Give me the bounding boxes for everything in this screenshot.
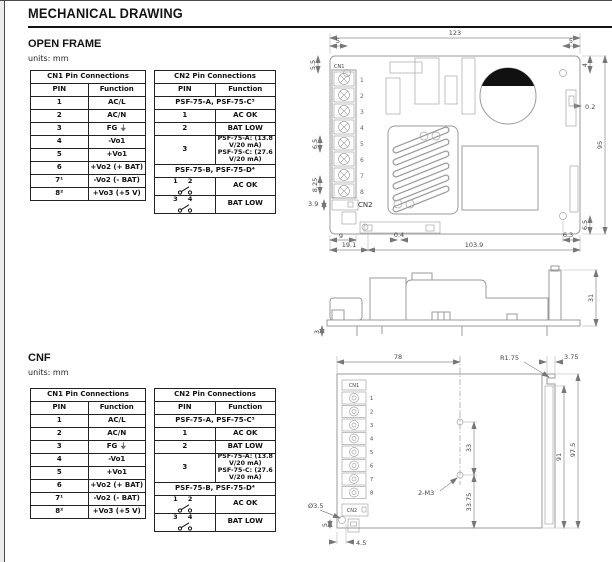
table-row [155, 195, 276, 213]
dim-height-97-5: 97.5 [569, 442, 577, 458]
table-row [155, 513, 276, 531]
svg-text:3: 3 [370, 423, 374, 429]
cn1-terminal-block [332, 70, 364, 198]
pin-cell: 8² [31, 506, 89, 519]
pin-cell: 1 [31, 97, 89, 110]
svg-text:4: 4 [360, 125, 364, 132]
heatsink [388, 126, 458, 214]
col-header-pin: PIN [31, 402, 89, 415]
pin-cell: 2 [155, 441, 216, 454]
cnf-units: units: mm [28, 368, 69, 377]
cnf-front-view-drawing [302, 350, 612, 560]
svg-text:6: 6 [360, 157, 364, 164]
table-row [31, 480, 146, 493]
pin-cell: 1 [31, 415, 89, 428]
table-row [31, 415, 146, 428]
function-cell: +Vo1 [88, 149, 146, 162]
switch-contact-icon [176, 203, 194, 213]
table-title: CN1 Pin Connections [31, 389, 146, 402]
table-row [31, 454, 146, 467]
table-row [155, 136, 276, 165]
table-row [155, 123, 276, 136]
col-header-function: Function [88, 402, 146, 415]
function-cell: BAT LOW [215, 441, 276, 454]
svg-text:6: 6 [370, 463, 374, 470]
function-cell: +Vo1 [88, 467, 146, 480]
function-cell: BAT LOW [215, 123, 276, 136]
cn2-pin-table-open-frame [154, 70, 276, 214]
pin-cell: 3 [155, 136, 216, 165]
dim-33: 33 [465, 443, 473, 453]
contact-pins: 3 4 [173, 194, 197, 203]
dim-height-91: 91 [555, 452, 563, 462]
function-cell: AC/N [88, 110, 146, 123]
svg-text:4: 4 [370, 436, 374, 443]
cn1-pin-table-open-frame [30, 70, 146, 201]
cn1-label: CN1 [348, 383, 360, 389]
svg-text:5: 5 [370, 450, 374, 456]
function-cell [215, 454, 276, 483]
dim-corner-4-5: 4.5 [356, 539, 367, 547]
cn2-pin-table-cnf [154, 388, 276, 532]
svg-text:2: 2 [370, 409, 374, 416]
open-frame-side-view-drawing [312, 256, 612, 356]
pin-cell: 6 [31, 162, 89, 175]
pin-cell: 7¹ [31, 175, 89, 188]
dim-pitch-a: 6.5 [311, 138, 319, 150]
function-cell: +Vo2 (+ BAT) [88, 162, 146, 175]
table-row [31, 188, 146, 201]
hole-callout: 2-M3 [418, 489, 435, 497]
dim-6-3: 6.3 [562, 231, 574, 239]
function-cell: BAT LOW [215, 513, 276, 531]
pin-cell: 1 [155, 428, 216, 441]
table-row [31, 506, 146, 519]
dim-corner-right: 4 [581, 62, 589, 68]
dim-hole-dia: Ø3.5 [308, 502, 324, 510]
model-group-header: PSF-75-A, PSF-75-C³ [155, 415, 276, 428]
dim-edge-gap: 0.2 [585, 103, 596, 111]
page-title: MECHANICAL DRAWING [28, 6, 183, 21]
function-cell: BAT LOW [215, 195, 276, 213]
switch-contact-icon [176, 503, 194, 513]
table-row [31, 149, 146, 162]
switch-contact-icon [176, 521, 194, 531]
dim-33-75: 33.75 [465, 492, 473, 512]
relay-contact-cell [155, 513, 216, 531]
page-border-left [4, 0, 5, 562]
function-cell: AC/L [88, 97, 146, 110]
table-title: CN2 Pin Connections [155, 71, 276, 84]
function-line-1: PSF-75-A: (13.8 V/20 mA) [217, 135, 273, 149]
pin-cell: 6 [31, 480, 89, 493]
cn2-label: CN2 [358, 201, 373, 209]
model-group-header: PSF-75-B, PSF-75-D⁴ [155, 164, 276, 177]
cn2-connector [332, 200, 358, 210]
col-header-pin: PIN [155, 84, 216, 97]
function-cell: AC OK [215, 177, 276, 195]
function-cell: FG ⏚ [88, 123, 146, 136]
svg-text:1: 1 [360, 77, 364, 84]
svg-text:7: 7 [360, 173, 364, 180]
switch-contact-icon [176, 185, 194, 195]
dim-103-9: 103.9 [464, 241, 484, 249]
contact-pins: 1 2 [173, 494, 197, 503]
table-row [31, 175, 146, 188]
function-cell: AC/N [88, 428, 146, 441]
function-cell: -Vo2 (- BAT) [88, 175, 146, 188]
dim-corner-5: 5 [321, 522, 329, 528]
cn1-pin-table-cnf [30, 388, 146, 519]
function-cell: AC/L [88, 415, 146, 428]
svg-text:2: 2 [360, 93, 364, 100]
cn1-label: CN1 [334, 64, 345, 70]
cn1-terminal-block [342, 392, 373, 499]
mounting-hole [560, 213, 567, 220]
dim-total-width: 123 [448, 29, 462, 37]
pin-cell: 3 [31, 441, 89, 454]
function-line-1: PSF-75-A: (13.8 V/20 mA) [217, 453, 273, 467]
dim-width-78: 78 [393, 353, 403, 361]
capacitor [480, 68, 536, 124]
contact-pins: 3 4 [173, 512, 197, 521]
table-row [155, 495, 276, 513]
function-cell: -Vo1 [88, 136, 146, 149]
dim-inset-right: 5 [568, 37, 574, 45]
dim-inset-left: 5 [335, 37, 341, 45]
function-cell: +Vo2 (+ BAT) [88, 480, 146, 493]
svg-text:8: 8 [360, 189, 364, 196]
model-group-header: PSF-75-A, PSF-75-C³ [155, 97, 276, 110]
mounting-hole [344, 70, 351, 77]
function-cell: AC OK [215, 110, 276, 123]
col-header-function: Function [215, 84, 276, 97]
pin-cell: 3 [155, 454, 216, 483]
dim-9: 9 [338, 232, 344, 240]
svg-text:5: 5 [360, 141, 364, 148]
table-row [155, 110, 276, 123]
table-row [31, 162, 146, 175]
function-cell: -Vo2 (- BAT) [88, 493, 146, 506]
table-row [31, 136, 146, 149]
pin-cell: 5 [31, 149, 89, 162]
svg-text:7: 7 [370, 477, 374, 483]
side-profile [327, 266, 580, 336]
table-row [155, 428, 276, 441]
table-title: CN2 Pin Connections [155, 389, 276, 402]
relay-contact-cell [155, 495, 216, 513]
dim-cn2-offset: 3.9 [308, 200, 319, 208]
col-header-pin: PIN [31, 84, 89, 97]
open-frame-top-view-drawing [298, 26, 612, 258]
page-border-top [0, 0, 612, 1]
function-cell [215, 136, 276, 165]
function-cell: -Vo1 [88, 454, 146, 467]
table-row [31, 493, 146, 506]
open-frame-heading: OPEN FRAME [28, 38, 102, 50]
function-line-2: PSF-75-C: (27.6 V/20 mA) [217, 148, 273, 163]
transformer [462, 146, 538, 210]
mounting-hole [560, 70, 567, 77]
col-header-function: Function [215, 402, 276, 415]
dim-pitch-b: 8.25 [311, 177, 319, 193]
function-cell: +Vo3 (+5 V) [88, 506, 146, 519]
pin-cell: 4 [31, 136, 89, 149]
table-title: CN1 Pin Connections [31, 71, 146, 84]
table-row [31, 467, 146, 480]
table-row [31, 97, 146, 110]
dim-radius: R1.75 [500, 354, 519, 362]
function-cell: AC OK [215, 428, 276, 441]
function-cell: +Vo3 (+5 V) [88, 188, 146, 201]
pin-cell: 2 [155, 123, 216, 136]
dim-pin-length: 3 [313, 329, 321, 335]
relay-contact-cell [155, 177, 216, 195]
dim-corner-left: 5.5 [309, 59, 317, 71]
pin-cell: 7¹ [31, 493, 89, 506]
dim-height: 95 [596, 140, 604, 150]
dim-3-75: 3.75 [564, 353, 579, 361]
table-row [31, 428, 146, 441]
contact-pins: 1 2 [173, 176, 197, 185]
dim-19-1: 19.1 [341, 241, 357, 249]
pin-cell: 2 [31, 428, 89, 441]
table-row [31, 441, 146, 454]
cnf-heading: CNF [28, 352, 51, 364]
function-line-2: PSF-75-C: (27.6 V/20 mA) [217, 466, 273, 481]
pin-cell: 1 [155, 110, 216, 123]
table-row [155, 177, 276, 195]
col-header-pin: PIN [155, 402, 216, 415]
function-cell: FG ⏚ [88, 441, 146, 454]
dim-side-height: 31 [587, 293, 595, 303]
pin-cell: 4 [31, 454, 89, 467]
svg-text:3: 3 [360, 109, 364, 116]
cn2-label: CN2 [346, 508, 358, 514]
table-row [155, 454, 276, 483]
svg-text:8: 8 [370, 490, 374, 497]
table-row [155, 441, 276, 454]
svg-text:1: 1 [370, 396, 374, 402]
pin-cell: 8² [31, 188, 89, 201]
pin-cell: 3 [31, 123, 89, 136]
relay-contact-cell [155, 195, 216, 213]
dim-6-5: 6.5 [581, 219, 589, 231]
table-row [31, 123, 146, 136]
table-row [31, 110, 146, 123]
model-group-header: PSF-75-B, PSF-75-D⁴ [155, 482, 276, 495]
dim-0-4: 0.4 [393, 231, 405, 239]
col-header-function: Function [88, 84, 146, 97]
pin-cell: 5 [31, 467, 89, 480]
open-frame-units: units: mm [28, 54, 69, 63]
function-cell: AC OK [215, 495, 276, 513]
pin-cell: 2 [31, 110, 89, 123]
